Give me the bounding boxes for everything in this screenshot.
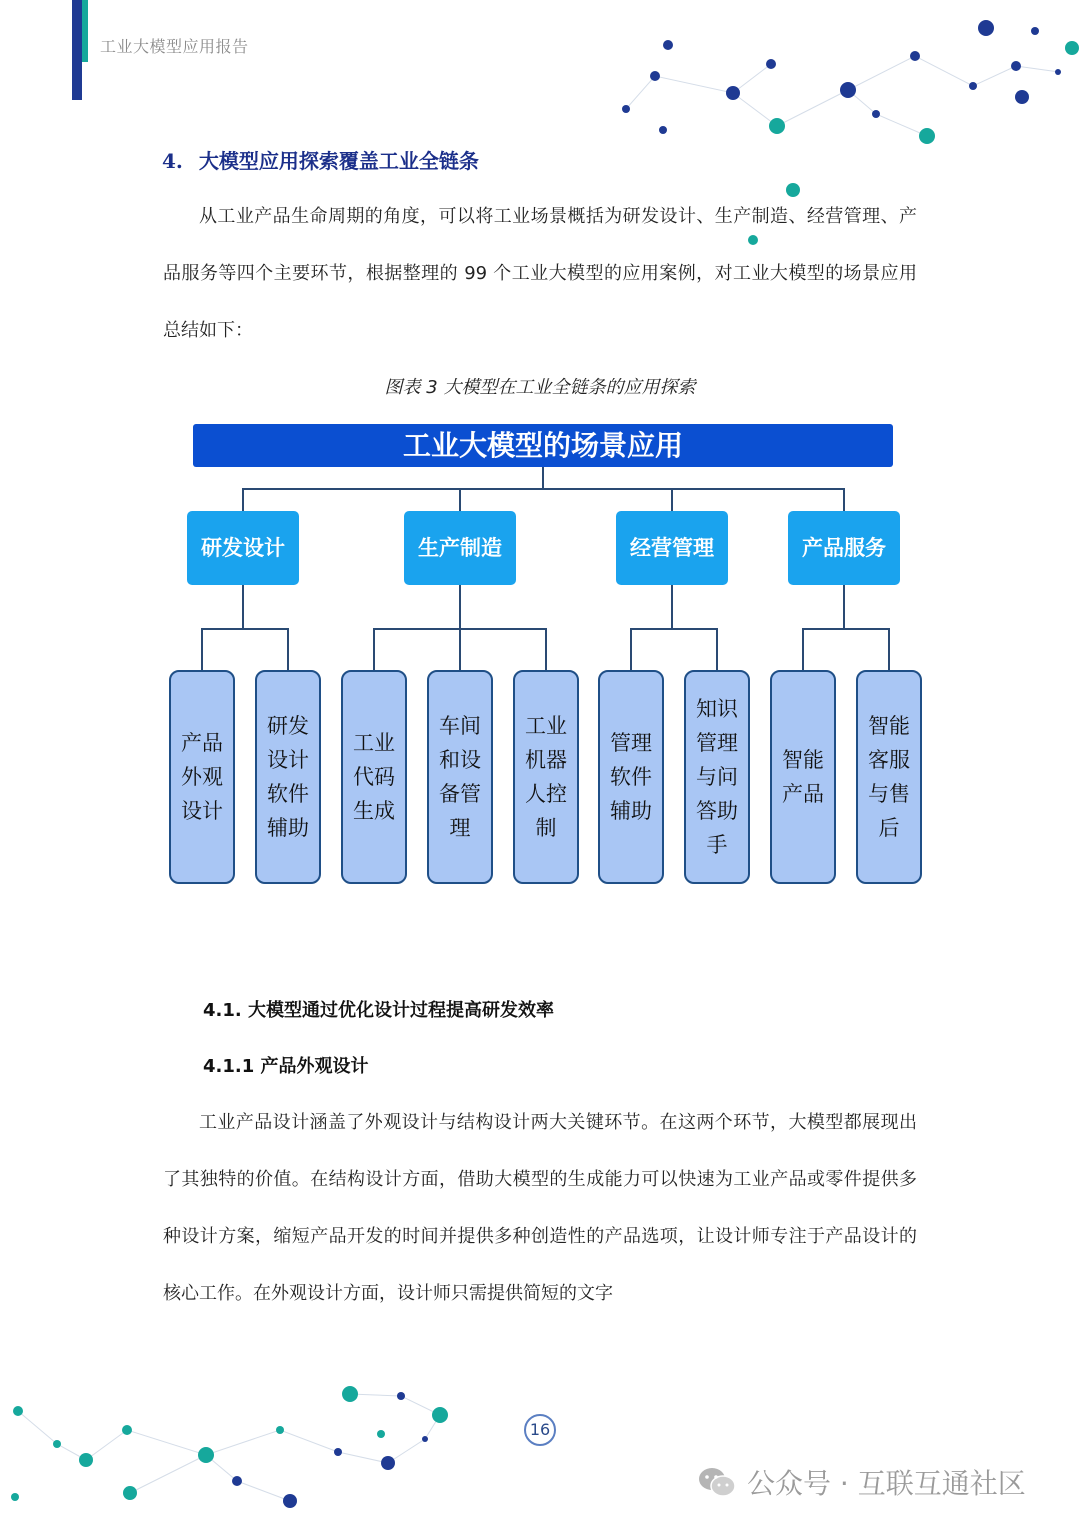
subsubsection-number: 4.1.1 <box>203 1056 255 1077</box>
watermark-text: 公众号 · 互联互通社区 <box>747 1467 1026 1500</box>
report-title: 工业大模型应用报告 <box>100 37 249 56</box>
leaf-smart-service: 智能客服与售后 <box>856 670 922 884</box>
connector-line <box>459 628 461 670</box>
leaf-workshop-equipment: 车间和设备管理 <box>427 670 493 884</box>
intro-paragraph <box>163 188 917 359</box>
section-heading <box>162 145 479 174</box>
connector-line <box>242 488 845 490</box>
connector-line <box>630 628 632 670</box>
header-accent-bar <box>72 0 82 100</box>
connector-line <box>843 585 845 629</box>
leaf-robot-control: 工业机器人控制 <box>513 670 579 884</box>
body-text: 工业产品设计涵盖了外观设计与结构设计两大关键环节。在这两个环节，大模型都展现出了其独特的价值。在结构设计方面，借助大模型的生成能力可以快速为工业产品或零件提供多种设计方案，缩短产品开发的时间并提供多种创造性的产品选项，让设计师专注于产品设计的核心工作。在外观设计方面，设计师只需提供简短的文字 <box>163 1112 917 1304</box>
subsection-title: 大模型通过优化设计过程提高研发效率 <box>248 1000 555 1021</box>
leaf-smart-product: 智能产品 <box>770 670 836 884</box>
connector-line <box>459 585 461 629</box>
connector-line <box>542 467 544 489</box>
wechat-icon <box>697 1466 737 1498</box>
connector-line <box>373 628 375 670</box>
subsection-number: 4.1. <box>203 1000 242 1021</box>
connector-line <box>671 585 673 629</box>
connector-line <box>545 628 547 670</box>
subsubsection-title: 产品外观设计 <box>260 1056 369 1077</box>
connector-line <box>242 585 244 629</box>
connector-line <box>843 488 845 511</box>
connector-line <box>242 488 244 511</box>
subsection-heading <box>203 996 554 1022</box>
leaf-management-software: 管理软件辅助 <box>598 670 664 884</box>
category-operations: 经营管理 <box>616 511 728 585</box>
section-title: 大模型应用探索覆盖工业全链条 <box>198 149 479 173</box>
category-rnd-design: 研发设计 <box>187 511 299 585</box>
watermark <box>697 1462 1026 1502</box>
section-number: 4. <box>162 149 183 173</box>
connector-line <box>459 488 461 511</box>
body-paragraph <box>163 1094 917 1322</box>
header-accent-stripe <box>82 0 88 62</box>
figure-caption: 图表 3 大模型在工业全链条的应用探索 <box>384 377 696 398</box>
connector-line <box>716 628 718 670</box>
connector-line <box>802 628 890 630</box>
leaf-product-appearance: 产品外观设计 <box>169 670 235 884</box>
connector-line <box>671 488 673 511</box>
category-production: 生产制造 <box>404 511 516 585</box>
diagram-root-node: 工业大模型的场景应用 <box>193 424 893 467</box>
subsubsection-heading <box>203 1052 369 1078</box>
connector-line <box>201 628 289 630</box>
leaf-industrial-code: 工业代码生成 <box>341 670 407 884</box>
connector-line <box>888 628 890 670</box>
intro-text: 从工业产品生命周期的角度，可以将工业场景概括为研发设计、生产制造、经营管理、产品服务等四个主要环节，根据整理的 99 个工业大模型的应用案例，对工业大模型的场景应用总结如下： <box>163 206 917 341</box>
connector-line <box>802 628 804 670</box>
leaf-design-software: 研发设计软件辅助 <box>255 670 321 884</box>
leaf-knowledge-qa: 知识管理与问答助手 <box>684 670 750 884</box>
category-product-service: 产品服务 <box>788 511 900 585</box>
connector-line <box>630 628 718 630</box>
connector-line <box>287 628 289 670</box>
page-number: 16 <box>524 1414 556 1446</box>
connector-line <box>201 628 203 670</box>
